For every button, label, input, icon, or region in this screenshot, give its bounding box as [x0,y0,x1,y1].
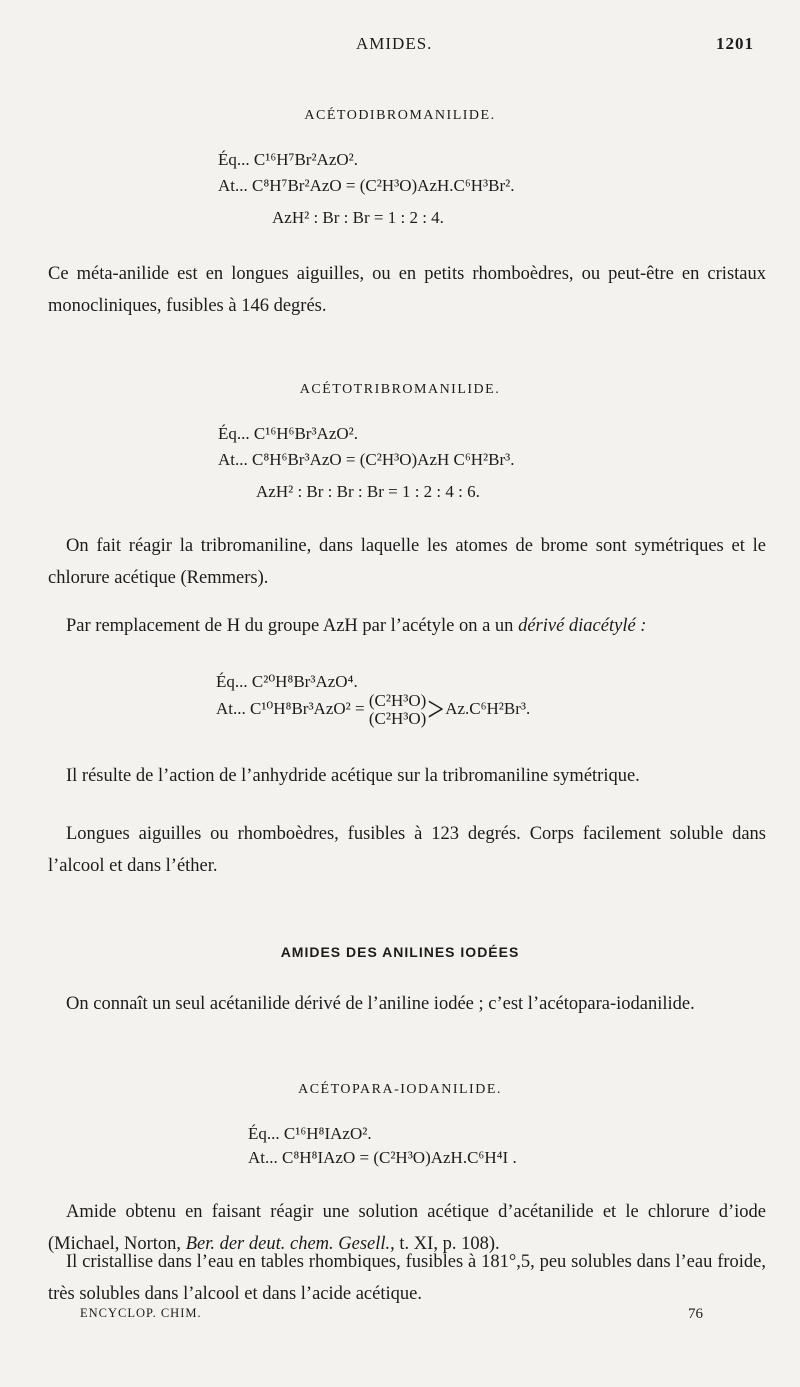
paragraph: Il cristallise dans l’eau en tables rhombiques, fusibles à 181°,5, peu solubles dans l’eau froide, très solubles dans l’alcool et dans l’acide acétique. [48,1252,766,1304]
paragraph: Il résulte de l’action de l’anhydride acétique sur la tribromaniline symétrique. [66,766,640,786]
page-header [0,34,800,58]
formula-at-diacetyl [216,689,531,730]
paragraph: Longues aiguilles ou rhomboèdres, fusibles à 123 degrés. Corps facilement soluble dans l’alcool et dans l’éther. [48,824,766,876]
paragraph-text: , t. XI, p. 108). [390,1234,500,1254]
page-number: 1201 [716,34,754,53]
paragraph: On connaît un seul acétanilide dérivé de l’aniline iodée ; c’est l’acétopara-iodanilide. [66,994,695,1014]
formula-right: Az.C⁶H²Br³. [445,698,531,718]
brace-glyph: > [427,689,445,730]
paragraph: Ce méta-anilide est en longues aiguilles, ou en petits rhomboèdres, ou peut-être en cristaux monocliniques, fusibles à 146 degrés. [48,264,766,316]
footer-sheet-number: 76 [688,1306,703,1322]
formula-at [248,1148,517,1168]
formula-stack [369,692,426,728]
formula-stack-top: (C²H³O) [368,691,427,710]
running-title: AMIDES. [356,34,433,53]
formula-value: C⁸H⁷Br²AzO = (C²H³O)AzH.C⁶H³Br². [252,176,515,195]
formula-eq [248,1124,372,1144]
formula-ratio: AzH² : Br : Br : Br = 1 : 2 : 4 : 6. [256,482,480,501]
formula-value: C⁸H⁶Br³AzO = (C²H³O)AzH C⁶H²Br³. [252,450,515,469]
paragraph-italic: dérivé diacétylé : [518,616,647,636]
formula-at [218,450,515,470]
formula-label: Éq... [218,150,250,169]
formula-left: C¹⁰H⁸Br³AzO² = [250,698,365,718]
formula-label: Éq... [218,424,250,443]
section-heading-acetodibromanilide: ACÉTODIBROMANILIDE. [304,108,496,123]
paragraph: On fait réagir la tribromaniline, dans laquelle les atomes de brome sont symétriques et le chlorure acétique (Remmers). [48,536,766,588]
formula-stack-bottom: (C²H³O) [368,709,427,728]
formula-eq [218,424,358,444]
formula-label: At... [216,698,246,718]
paragraph [48,610,766,642]
paragraph-italic: Ber. der deut. chem. Gesell. [185,1234,391,1254]
formula-at [218,176,515,196]
paragraph-text: Amide obtenu en faisant réagir une solution acétique d’acétanilide et le chlorure d’iode (Michael, Norton, [48,1202,766,1254]
formula-label: Éq... [248,1124,280,1143]
formula-label: At... [218,450,248,469]
section-heading-amides-anilines-iodees: AMIDES DES ANILINES IODÉES [280,944,520,960]
formula-value: C¹⁶H⁶Br³AzO². [253,424,358,443]
paragraph-text: Par remplacement de H du groupe AzH par l’acétyle on a un [66,616,519,636]
formula-value: C⁸H⁸IAzO = (C²H³O)AzH.C⁶H⁴I . [282,1148,517,1167]
formula-value: C¹⁶H⁸IAzO². [283,1124,372,1143]
formula-ratio: AzH² : Br : Br = 1 : 2 : 4. [272,208,444,227]
footer-left: ENCYCLOP. CHIM. [80,1306,202,1320]
formula-label: At... [218,176,248,195]
formula-label: At... [248,1148,278,1167]
formula-value: C¹⁶H⁷Br²AzO². [253,150,358,169]
formula-label: Éq... [216,672,248,691]
formula-eq [218,150,358,170]
section-heading-acetotribromanilide: ACÉTOTRIBROMANILIDE. [299,382,501,397]
section-heading-acetopara-iodanilide: ACÉTOPARA-IODANILIDE. [298,1082,502,1097]
formula-eq [216,672,358,692]
formula-value: C²⁰H⁸Br³AzO⁴. [251,672,358,691]
